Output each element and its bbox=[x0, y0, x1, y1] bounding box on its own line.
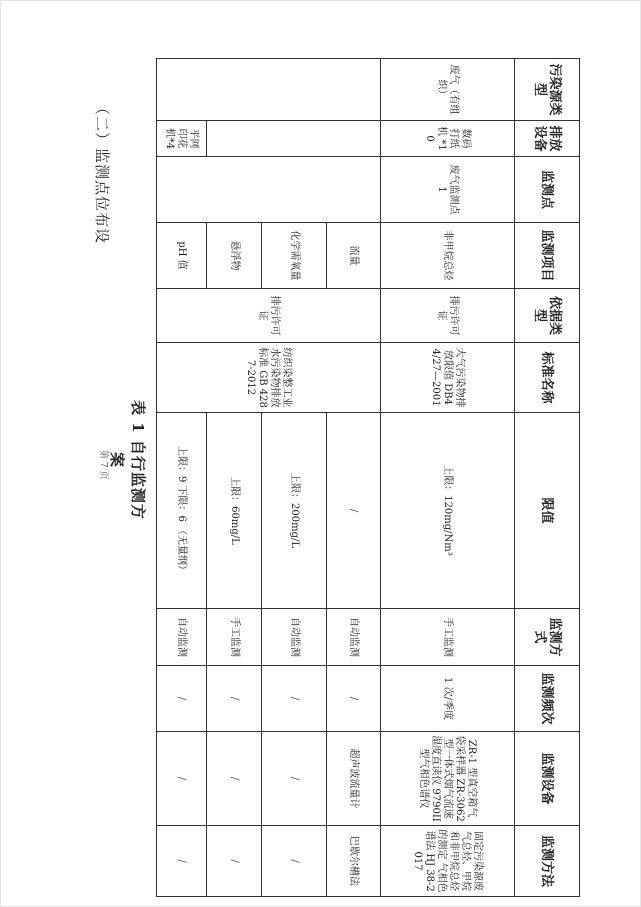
method-cell: / bbox=[157, 826, 207, 897]
device-cell: / bbox=[207, 732, 262, 826]
header-cell: 监测频次 bbox=[515, 666, 580, 732]
header-cell: 标准名称 bbox=[515, 343, 580, 413]
table-row bbox=[381, 59, 515, 897]
basis-cell: 排污许可证 bbox=[157, 289, 381, 343]
source-type-cell: 废气（有组织） bbox=[381, 59, 515, 121]
equipment-cell: 平网印花机*4 bbox=[157, 121, 207, 157]
header-cell: 监测项目 bbox=[515, 223, 580, 289]
limit-cell: 上限：200mg/L bbox=[262, 413, 327, 609]
device-cell: 超声波流量计 bbox=[327, 732, 381, 826]
limit-cell: 上限：120mg/Nm³ bbox=[381, 413, 515, 609]
monitoring-table bbox=[156, 58, 580, 897]
equipment-cell: 数码打纸机 *10 bbox=[381, 121, 515, 157]
header-row bbox=[515, 59, 580, 897]
page-number: 第 7 页 bbox=[98, 450, 108, 480]
method-cell: 固定污染源废气总烃、甲烷和非甲烷总烃的测定 气相色谱法 HJ 38-2017 bbox=[381, 826, 515, 897]
header-cell: 监测设备 bbox=[515, 732, 580, 826]
standard-cell: 纺织染整工业水污染物排放标准 GB 4287-2012 bbox=[157, 343, 381, 413]
point-cell bbox=[157, 157, 381, 223]
frequency-cell: 1 次/季度 bbox=[381, 666, 515, 732]
mode-cell: 手工监测 bbox=[207, 609, 262, 666]
device-cell: / bbox=[157, 732, 207, 826]
header-cell: 监测点 bbox=[515, 157, 580, 223]
limit-cell: 上限：60mg/L bbox=[207, 413, 262, 609]
table-row bbox=[327, 59, 381, 897]
header-cell: 排放设备 bbox=[515, 121, 580, 157]
item-cell: 悬浮物 bbox=[207, 223, 262, 289]
header-cell: 监测方式 bbox=[515, 609, 580, 666]
source-type-cell bbox=[157, 59, 381, 121]
mode-cell: 自动监测 bbox=[157, 609, 207, 666]
header-cell: 污染源类型 bbox=[515, 59, 580, 121]
header-cell: 监测方法 bbox=[515, 826, 580, 897]
limit-cell: / bbox=[327, 413, 381, 609]
header-cell: 依据类型 bbox=[515, 289, 580, 343]
equipment-cell bbox=[207, 121, 381, 157]
device-cell: / bbox=[262, 732, 327, 826]
method-cell: / bbox=[262, 826, 327, 897]
frequency-cell: / bbox=[327, 666, 381, 732]
limit-cell: 上限：9 下限：6 （无量纲） bbox=[157, 413, 207, 609]
method-cell: 巴歇尔槽法 bbox=[327, 826, 381, 897]
header-cell: 限值 bbox=[515, 413, 580, 609]
section-title: （二）监测点位布设 bbox=[93, 100, 111, 245]
device-cell: ZR-1 型真空箱气袋采样器 ZR-3062 型一体式烟气流速湿度直读仪 9790II 型气相色谱仪 bbox=[381, 732, 515, 826]
item-cell: 非甲烷总烃 bbox=[381, 223, 515, 289]
frequency-cell: / bbox=[262, 666, 327, 732]
mode-cell: 手工监测 bbox=[381, 609, 515, 666]
frequency-cell: / bbox=[207, 666, 262, 732]
frequency-cell: / bbox=[157, 666, 207, 732]
standard-cell: 大气污染物排放限值 DB44/27—2001 bbox=[381, 343, 515, 413]
method-cell: / bbox=[207, 826, 262, 897]
item-cell: 流量 bbox=[327, 223, 381, 289]
table-title: 表 1 自行监测方案 bbox=[108, 400, 147, 520]
basis-cell: 排污许可证 bbox=[381, 289, 515, 343]
mode-cell: 自动监测 bbox=[327, 609, 381, 666]
point-cell: 废气监测点 1 bbox=[381, 157, 515, 223]
item-cell: 化学需氧量 bbox=[262, 223, 327, 289]
item-cell: pH 值 bbox=[157, 223, 207, 289]
mode-cell: 自动监测 bbox=[262, 609, 327, 666]
